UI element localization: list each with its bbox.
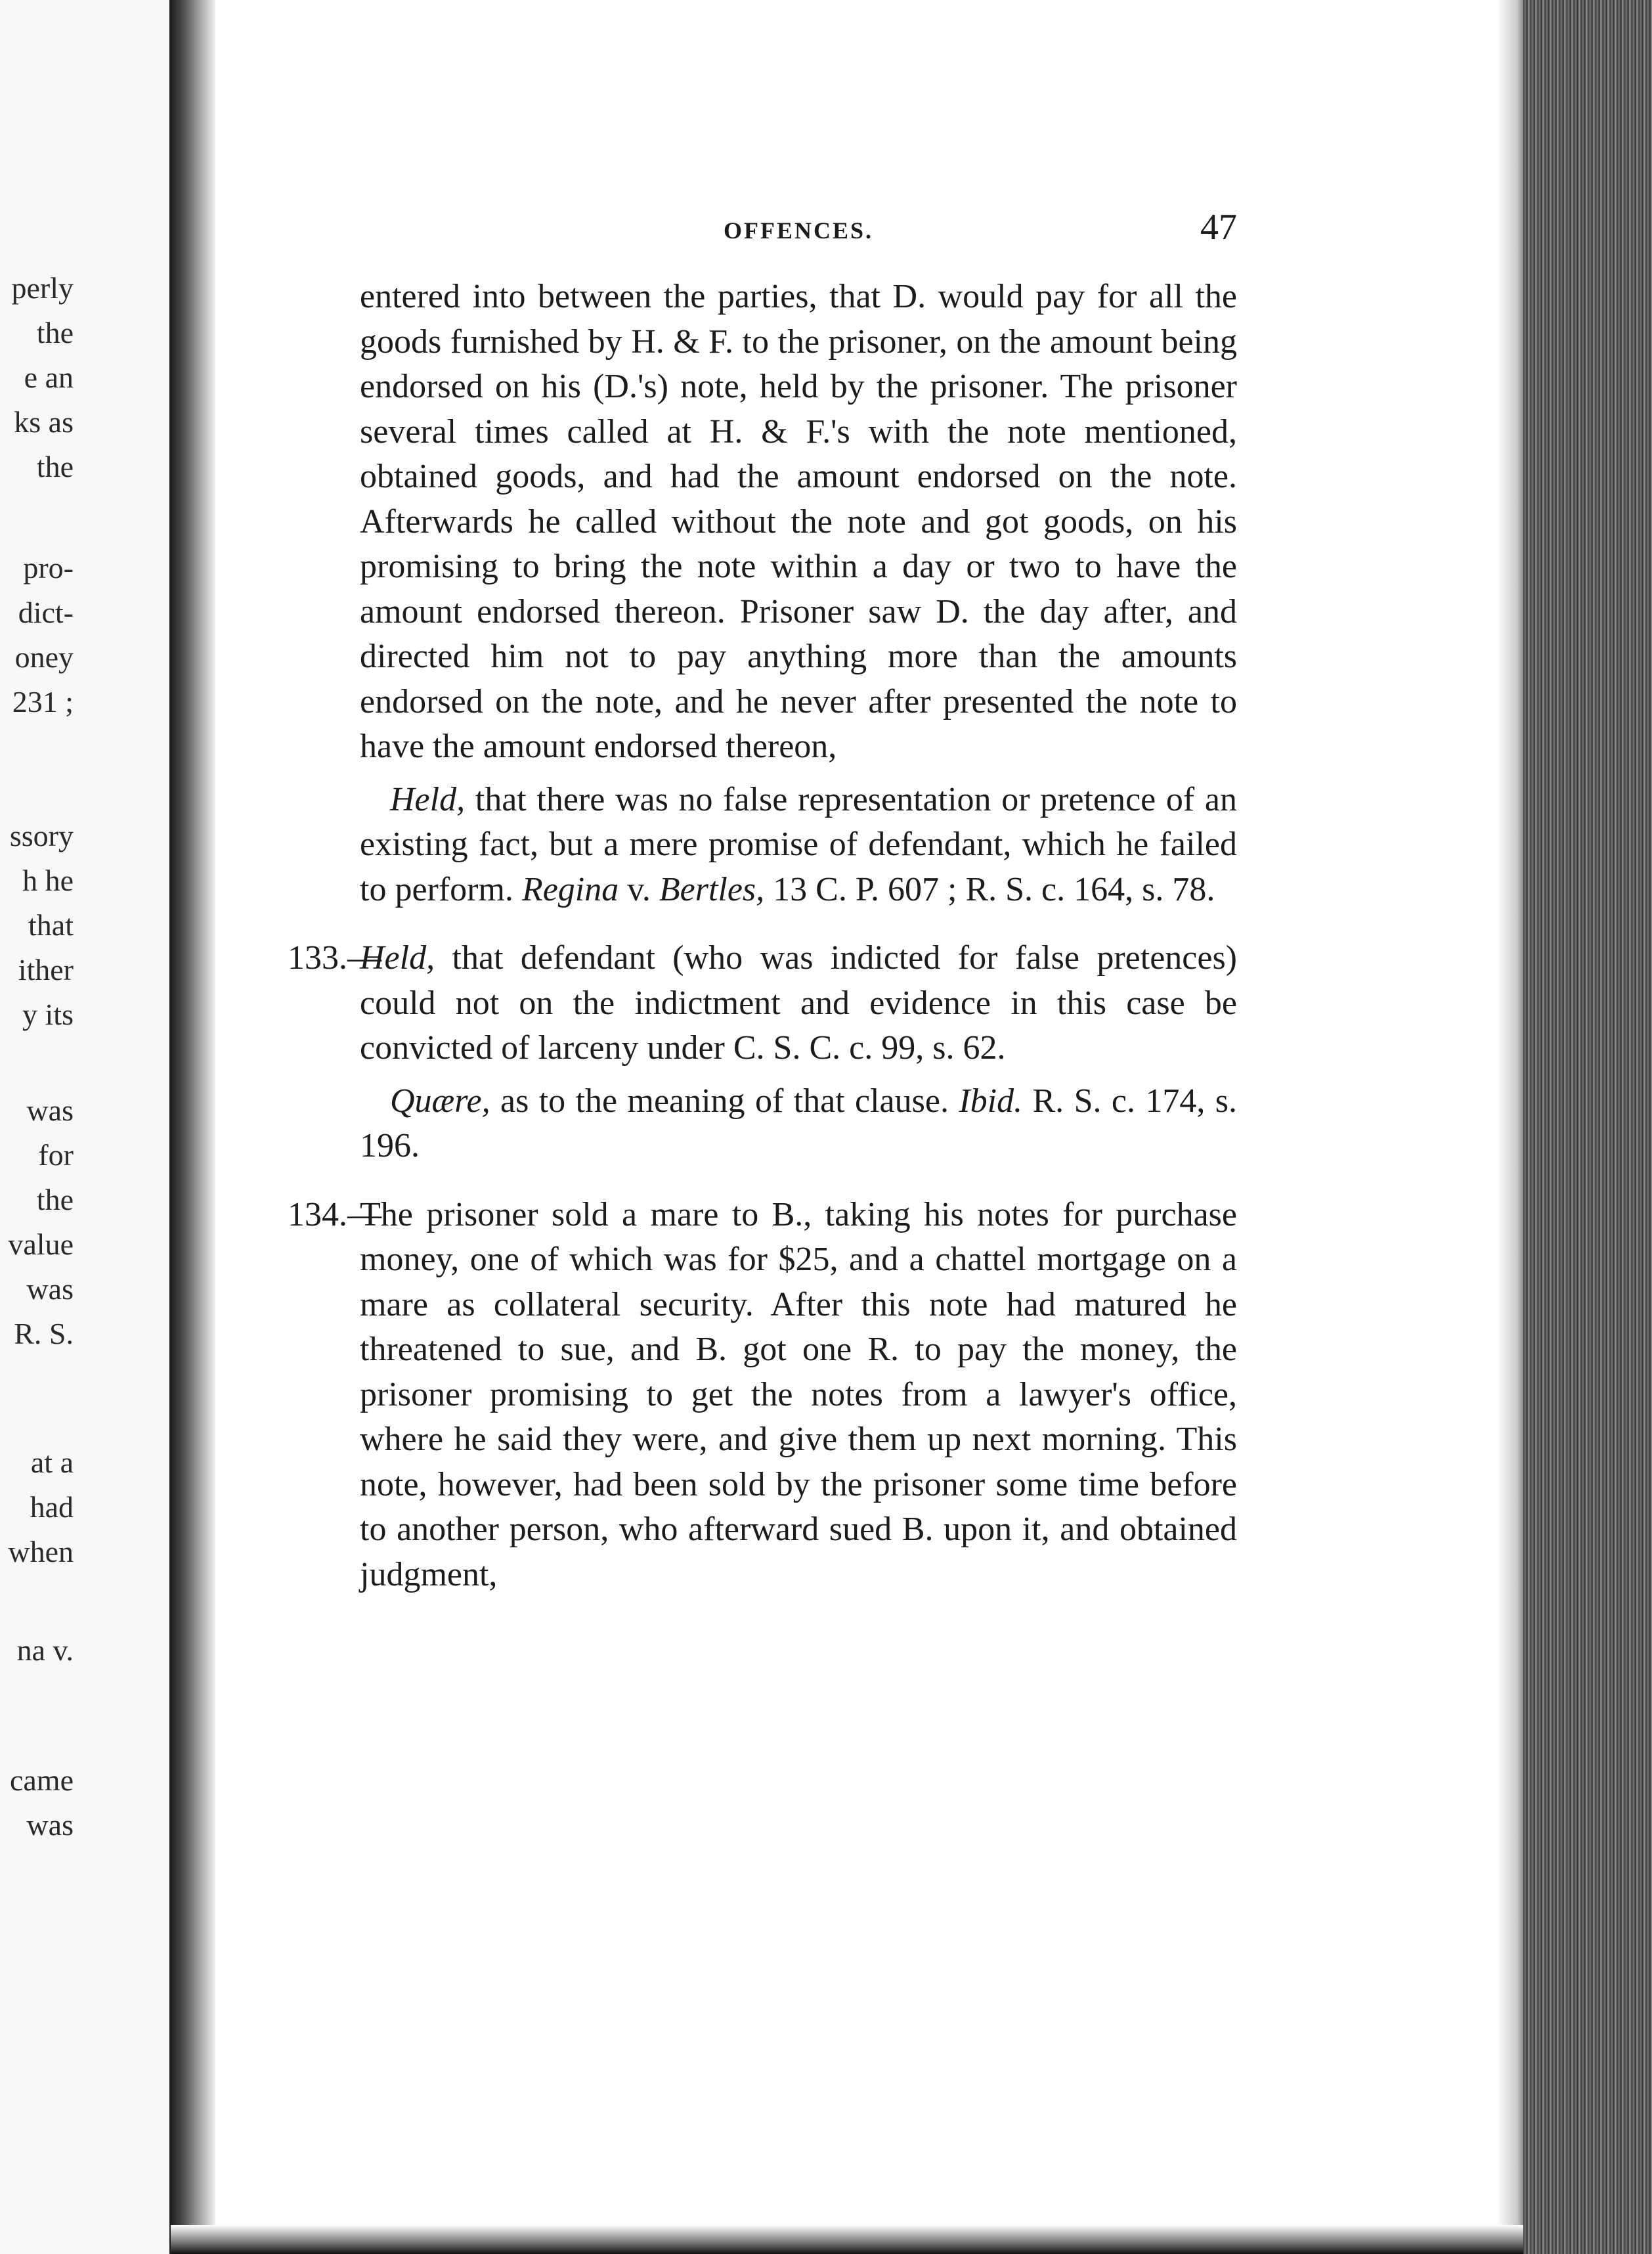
facing-page-fragment: e an (24, 361, 74, 394)
case-party: Bertles, (659, 870, 765, 908)
facing-page-fragment: ither (18, 953, 74, 986)
page-body (288, 275, 1238, 1597)
facing-page-fragment: at a (30, 1446, 74, 1479)
quaere-text: as to the meaning of that clause. (490, 1082, 959, 1120)
held-label: Held, (390, 780, 466, 818)
paragraph-133 (288, 936, 1237, 1071)
ibid-label: Ibid. (959, 1082, 1023, 1120)
bottom-edge (171, 2225, 1523, 2254)
case-citation: 13 C. P. 607 ; R. S. c. 164, s. 78. (764, 870, 1215, 908)
facing-page-fragment: oney (14, 640, 74, 674)
section-133-text: that defendant (who was indicted for false pretences) could not on the indictment and evidence in this case be convicted of larceny under C. S. C. c. 99, s. 62. (360, 939, 1237, 1067)
facing-page-fragment: 231 ; (12, 685, 74, 718)
book-page-edges (1523, 0, 1652, 2254)
facing-page-fragment: value (8, 1227, 74, 1261)
facing-page-fragment: was (26, 1272, 74, 1306)
facing-page-fragment: y its (22, 998, 74, 1031)
facing-page-fragment: was (26, 1808, 74, 1842)
facing-page-fragment: had (30, 1490, 74, 1524)
facing-page (0, 0, 171, 2254)
facing-page-fragment: h he (22, 864, 74, 897)
facing-page-fragment: the (36, 316, 74, 349)
quaere-label: Quære, (390, 1082, 490, 1120)
facing-page-fragment: when (8, 1535, 74, 1568)
paragraph-134 (288, 1193, 1237, 1598)
book-gutter (169, 0, 215, 2254)
section-number-134: 134.— (288, 1195, 381, 1233)
section-number-133: 133.— (288, 939, 381, 977)
facing-page-fragment: R. S. (14, 1317, 74, 1350)
facing-page-fragment: for (38, 1138, 74, 1172)
facing-page-fragment: ssory (9, 819, 74, 852)
page-header (360, 209, 1237, 248)
facing-page-fragment: that (28, 908, 74, 942)
paragraph-held (360, 778, 1237, 913)
quaere-citation: R. S. c. 174, s. 196. (360, 1082, 1238, 1164)
facing-page-fragment: ks as (14, 405, 74, 439)
section-134-text: The prisoner sold a mare to B., taking his notes for purchase money, one of which was for $25, and a chattel mortgage on a mare as collateral security. After this note had matured he threatened to sue, and B. got one R. to pay the money, the prisoner promising to get the notes from a lawyer's office, where he said they were, and give them up next morning. This note, however, had been sold by the prisoner some time before to another person, who afterward sued B. upon it, and obtained judgment, (360, 1195, 1237, 1593)
page-number: 47 (1200, 207, 1237, 248)
case-name: Regina (521, 870, 619, 908)
paragraph-continued: entered into between the parties, that D. would pay for all the goods furnished by H. & F. to the prisoner, on the amount being endorsed on his (D.'s) note, held by the prisoner. The prisoner several times called at H. & F.'s with the note mentioned, obtained goods, and had the amount endorsed on the note. Afterwards he called without the note and got goods, on his promising to bring the note within a day or two to have the amount endorsed thereon. Prisoner saw D. the day after, and directed him not to pay anything more than the amounts endorsed on the note, and he never after presented the note to have the amount endorsed thereon, (360, 278, 1237, 765)
facing-page-fragment: dict- (18, 596, 74, 629)
facing-page-fragment: pro- (23, 551, 74, 585)
page-edge-shadow (1497, 0, 1526, 2254)
facing-page-fragment: the (36, 450, 74, 483)
paragraph-quaere (360, 1079, 1237, 1169)
facing-page-fragment: na v. (16, 1633, 74, 1667)
facing-page-fragment: came (9, 1763, 74, 1797)
facing-page-fragment: the (36, 1183, 74, 1216)
facing-page-fragment: was (26, 1094, 74, 1127)
held-text: that there was no false representation or pretence of an existing fact, but a mere promise of defendant, which he failed to perform. (360, 780, 1237, 908)
held-label: Held, (360, 939, 435, 977)
versus: v. (619, 870, 659, 908)
running-head: OFFENCES. (723, 217, 874, 244)
facing-page-fragment: perly (11, 271, 74, 305)
